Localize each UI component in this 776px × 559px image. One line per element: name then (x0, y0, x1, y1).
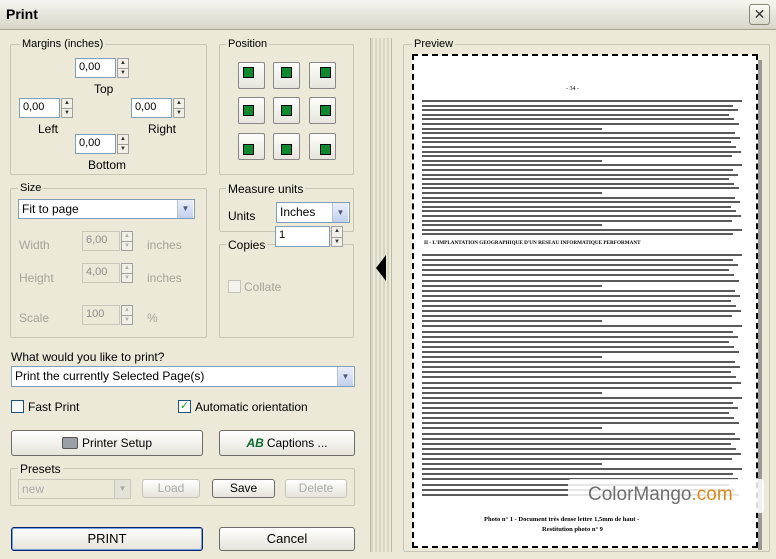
margins-label: Margins (inches) (22, 38, 104, 50)
preview-text-line (422, 174, 738, 176)
preview-text-line (422, 215, 741, 217)
load-button[interactable]: Load (142, 479, 200, 498)
preview-text-line (422, 146, 736, 148)
preview-text-line (422, 201, 740, 203)
preview-text-line (422, 269, 729, 271)
height-input[interactable]: 4,00 (82, 263, 120, 283)
printer-setup-label: Printer Setup (81, 436, 153, 450)
cancel-button[interactable]: Cancel (219, 527, 355, 551)
margin-top-spinner[interactable]: ▲ ▼ (117, 58, 129, 78)
captions-icon: AB (246, 436, 264, 450)
watermark-text (588, 484, 733, 506)
print-what-chevron-down-icon[interactable]: ▼ (337, 367, 353, 386)
preview-text-line (422, 382, 741, 384)
preview-text-line (422, 197, 735, 199)
preview-text-line (422, 448, 736, 450)
preview-text-line (422, 458, 732, 460)
watermark-brand: ColorMango (588, 484, 692, 505)
preview-text-line (422, 341, 729, 343)
scale-label: Scale (19, 311, 50, 325)
collate-checkbox[interactable] (228, 280, 241, 293)
preview-page (412, 54, 758, 548)
preview-text-line (422, 300, 731, 302)
height-spinner[interactable]: ▲ ▼ (121, 263, 133, 283)
preview-text-line (422, 310, 741, 312)
close-button[interactable]: ✕ (749, 4, 770, 25)
preview-text-line (422, 233, 733, 235)
preview-page-shadow (758, 60, 762, 550)
preview-text-line (422, 151, 741, 153)
position-bottom-center-button[interactable] (273, 133, 300, 160)
width-label: Width (19, 238, 50, 252)
margin-right-spinner[interactable]: ▲ ▼ (173, 98, 185, 118)
scale-input[interactable]: 100 (82, 305, 120, 325)
units-value: Inches (280, 205, 316, 219)
position-top-left-button[interactable] (238, 62, 265, 89)
scale-unit: % (147, 311, 158, 325)
preview-text-line (422, 155, 732, 157)
height-unit: inches (147, 271, 182, 285)
watermark-domain: .com (691, 484, 733, 505)
size-label: Size (20, 182, 42, 194)
preview-text-line (422, 468, 742, 470)
photo-caption-line1: Photo n° 1 - Document très dense lettre 1,5mm de haut - (484, 516, 640, 523)
captions-label: Captions ... (266, 436, 328, 450)
position-top-right-button[interactable] (309, 62, 336, 89)
margin-top-label: Top (94, 82, 114, 96)
units-chevron-down-icon[interactable]: ▼ (332, 203, 348, 222)
preview-text-line (422, 427, 602, 429)
window-title: Print (6, 6, 38, 22)
splitter-bar[interactable] (370, 38, 392, 552)
preview-text-line (422, 274, 734, 276)
preview-text-line (422, 433, 735, 435)
preview-text-line (422, 105, 733, 107)
preview-text-line (422, 366, 740, 368)
auto-orientation-checkbox[interactable] (178, 400, 191, 413)
margin-left-label: Left (38, 122, 59, 136)
copies-spinner[interactable]: ▲ ▼ (331, 226, 343, 247)
preview-text-line (422, 123, 739, 125)
preview-text-line (422, 412, 729, 414)
page-number: - 34 - (566, 86, 579, 92)
scale-spinner[interactable]: ▲ ▼ (121, 305, 133, 325)
position-middle-left-button[interactable] (238, 97, 265, 124)
preview-label: Preview (414, 38, 454, 50)
width-unit: inches (147, 238, 182, 252)
preview-text-line (422, 264, 738, 266)
preview-text-line (422, 336, 738, 338)
preview-text-line (422, 407, 738, 409)
collate-label: Collate (244, 280, 282, 294)
preview-text-line (422, 376, 736, 378)
preview-text-line (422, 280, 739, 282)
preview-text-line (422, 132, 735, 134)
position-center-button[interactable] (273, 97, 300, 124)
margin-top-input[interactable]: 0,00 (75, 58, 116, 78)
preview-text-line (422, 402, 733, 404)
margin-right-input[interactable]: 0,00 (131, 98, 172, 118)
margin-left-input[interactable]: 0,00 (19, 98, 60, 118)
position-middle-right-button[interactable] (309, 97, 336, 124)
preview-text-line (422, 224, 602, 226)
preview-text-line (422, 164, 742, 166)
preview-text-line (422, 141, 731, 143)
preview-text-line (422, 463, 602, 465)
section-heading: II - L'IMPLANTATION GEOGRAPHIQUE D'UN RESEAU INFORMATIQUE PERFORMANT (424, 240, 641, 246)
preview-text-line (422, 422, 739, 424)
preview-text-line (422, 325, 742, 327)
preview-text-line (422, 128, 602, 130)
auto-orientation-label: Automatic orientation (195, 400, 308, 414)
size-mode-select[interactable] (18, 199, 195, 219)
preview-text-line (422, 137, 740, 139)
preview-text-line (422, 183, 734, 185)
preview-text-line (422, 259, 733, 261)
preview-text-line (422, 315, 732, 317)
measure-units-label: Measure units (228, 182, 304, 196)
margin-bottom-input[interactable]: 0,00 (75, 134, 116, 154)
preview-text-line (422, 361, 735, 363)
title-bar (0, 0, 776, 30)
preview-text-line (422, 453, 741, 455)
position-top-center-button[interactable] (273, 62, 300, 89)
printer-setup-button[interactable] (11, 430, 203, 456)
preview-text-line (422, 443, 731, 445)
preview-text-line (422, 397, 742, 399)
height-label: Height (19, 271, 54, 285)
preview-text-line (422, 206, 731, 208)
margin-bottom-spinner[interactable]: ▲ ▼ (117, 134, 129, 154)
preview-text-line (422, 118, 734, 120)
preview-text-line (422, 371, 731, 373)
fast-print-checkbox[interactable] (11, 400, 24, 413)
delete-button[interactable]: Delete (285, 479, 347, 498)
preview-text-line (422, 169, 733, 171)
preview-text-line (422, 473, 733, 475)
preview-text-line (422, 356, 602, 358)
preview-text-line (422, 320, 602, 322)
copies-label: Copies (228, 238, 266, 252)
preview-text-line (422, 285, 602, 287)
preview-text-line (422, 346, 734, 348)
preview-text-line (422, 220, 732, 222)
presets-chevron-down-icon[interactable]: ▼ (114, 480, 130, 498)
preview-text-line (422, 254, 742, 256)
printer-icon (62, 437, 78, 449)
preview-text-line (422, 187, 739, 189)
units-label: Units (228, 209, 256, 223)
preview-text-line (422, 305, 736, 307)
margin-left-spinner[interactable]: ▲ ▼ (61, 98, 73, 118)
presets-value: new (22, 482, 45, 496)
preview-text-line (422, 331, 733, 333)
collapse-arrow-icon[interactable] (376, 255, 386, 281)
preview-text-line (422, 160, 602, 162)
preview-text-line (422, 387, 732, 389)
copies-input[interactable]: 1 (275, 226, 330, 247)
size-mode-value: Fit to page (22, 202, 79, 216)
margin-right-label: Right (148, 122, 177, 136)
preview-text-line (422, 109, 738, 111)
width-input[interactable]: 6,00 (82, 231, 120, 251)
photo-caption-line2: Restitution photo n° 9 (542, 526, 603, 533)
print-button[interactable]: PRINT (11, 527, 203, 551)
print-what-label: What would you like to print? (11, 350, 165, 364)
preview-text-line (422, 178, 729, 180)
print-what-value: Print the currently Selected Page(s) (15, 369, 205, 383)
preview-text-line (422, 114, 729, 116)
margin-bottom-label: Bottom (88, 158, 127, 172)
preview-text-line (422, 192, 602, 194)
preview-text-line (422, 295, 740, 297)
preview-text-line (422, 229, 742, 231)
position-bottom-right-button[interactable] (309, 133, 336, 160)
save-button[interactable]: Save (212, 479, 275, 498)
print-what-select[interactable] (11, 366, 355, 387)
preview-text-line (422, 438, 740, 440)
preview-text-line (422, 290, 735, 292)
position-bottom-left-button[interactable] (238, 133, 265, 160)
preview-text-line (422, 210, 736, 212)
presets-label: Presets (20, 462, 61, 476)
preview-text-line (422, 100, 742, 102)
size-mode-chevron-down-icon[interactable]: ▼ (177, 200, 193, 218)
preview-text-line (422, 392, 602, 394)
preview-text-line (422, 351, 739, 353)
position-label: Position (228, 38, 268, 50)
fast-print-label: Fast Print (28, 400, 80, 414)
checkmark-icon: ✓ (179, 400, 190, 412)
width-spinner[interactable]: ▲ ▼ (121, 231, 133, 251)
captions-button[interactable] (219, 430, 355, 456)
preview-text-line (422, 417, 734, 419)
